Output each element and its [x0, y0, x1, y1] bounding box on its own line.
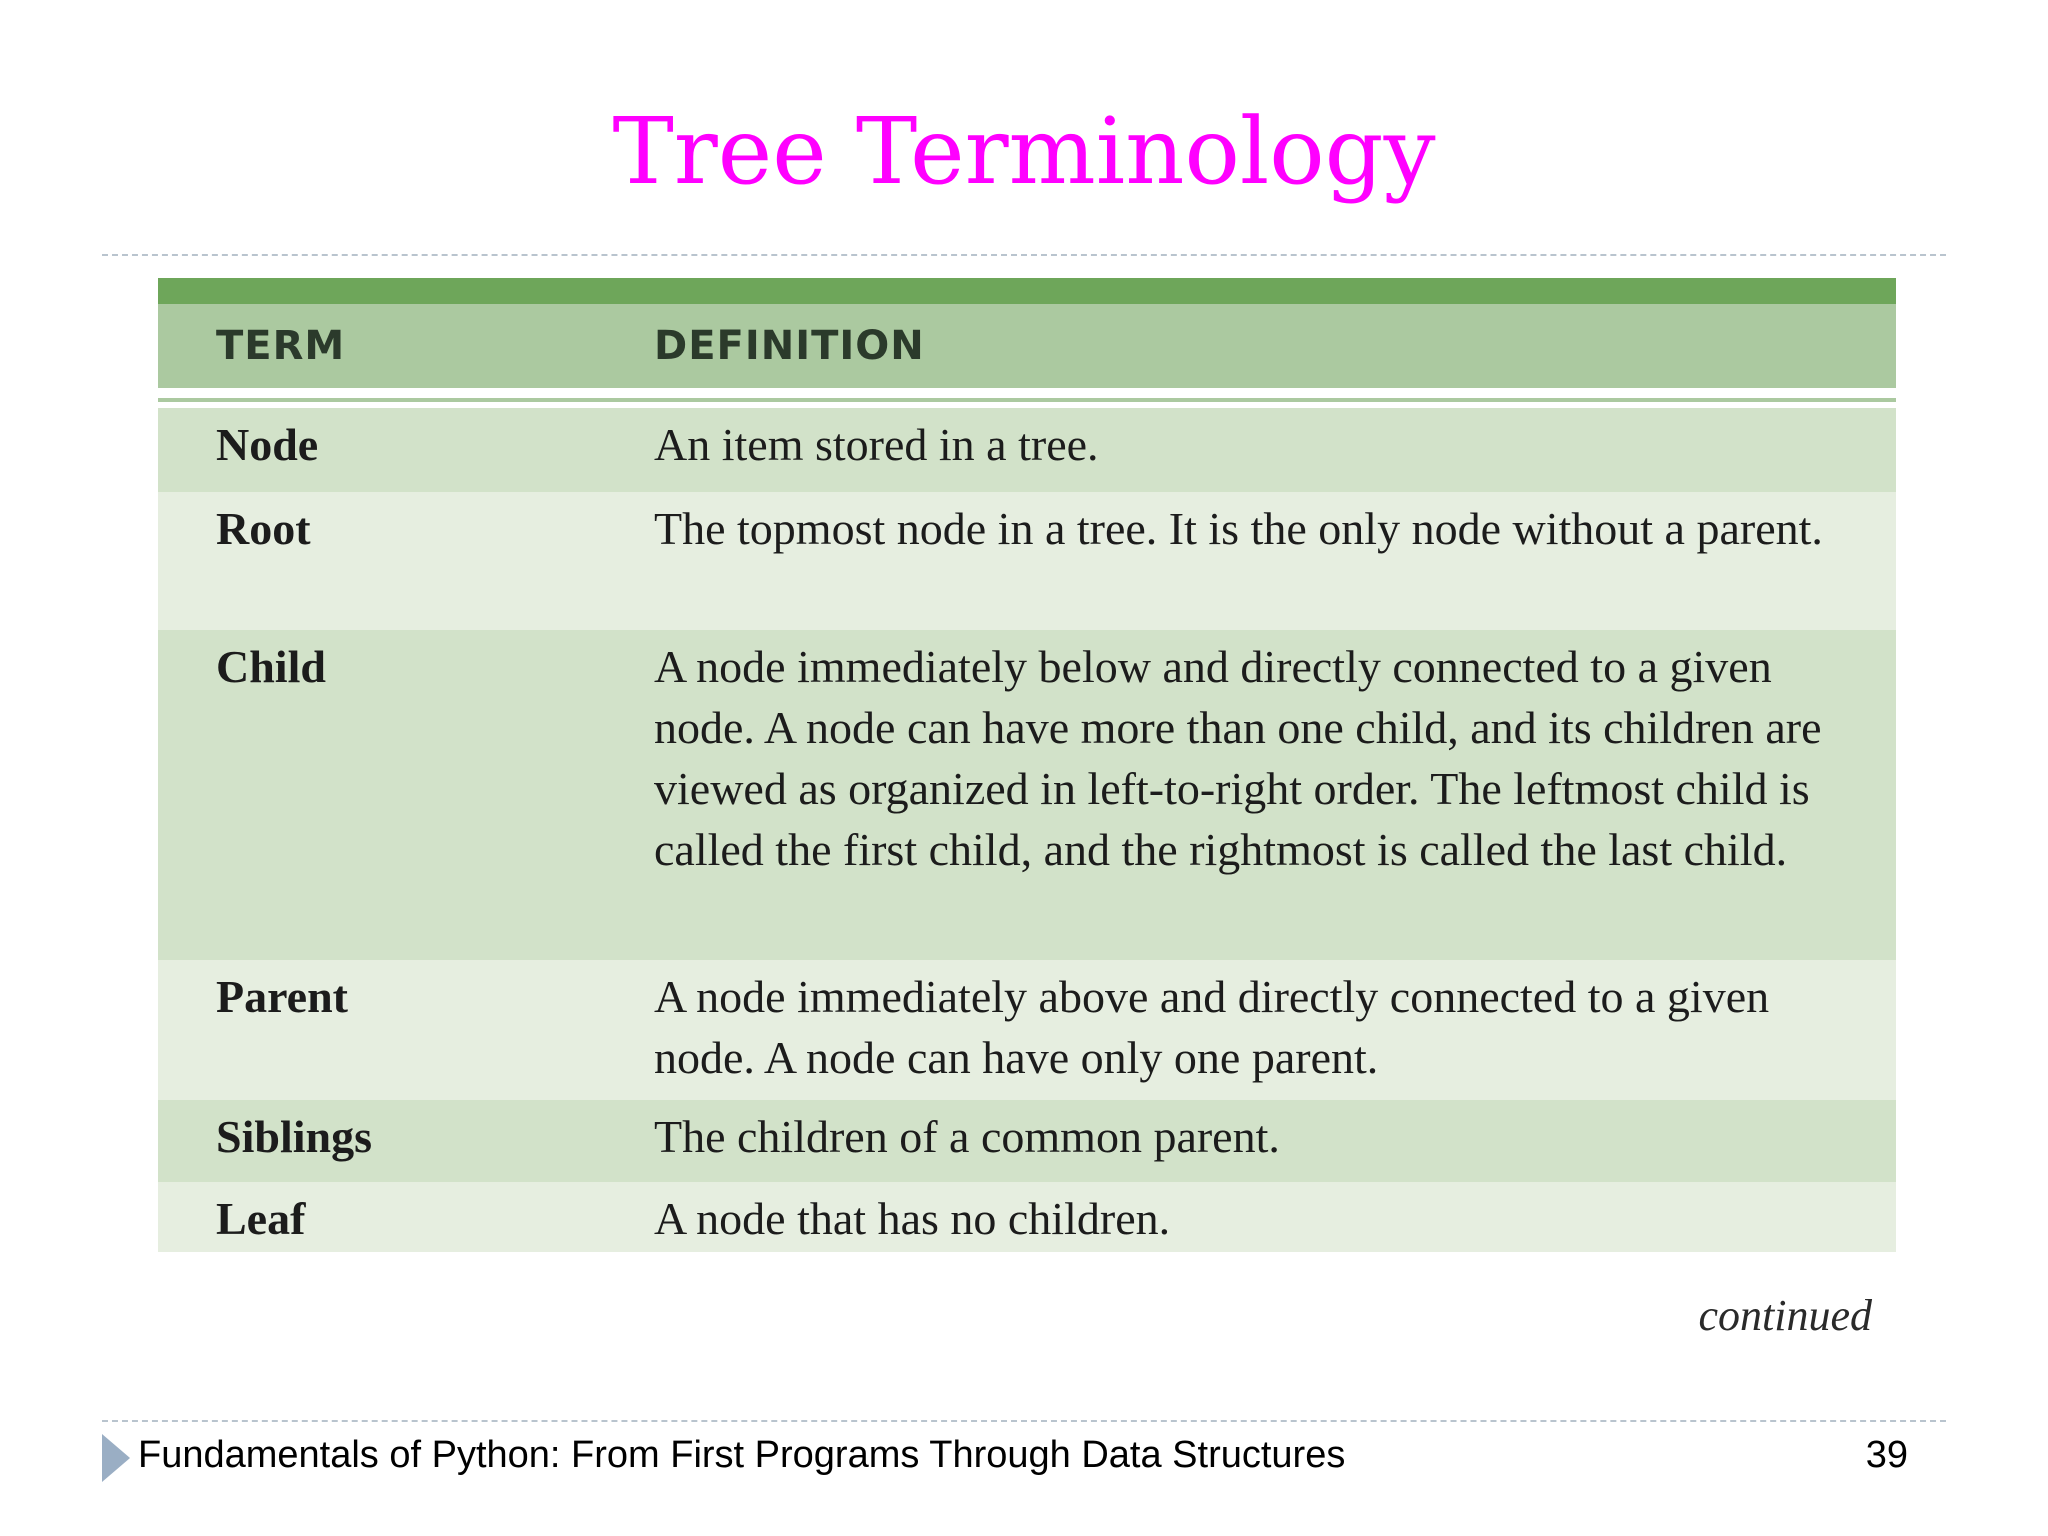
slide-title: Tree Terminology [612, 98, 1436, 205]
definition-cell: A node that has no children. [654, 1193, 1171, 1244]
term-cell: Node [216, 419, 319, 470]
table-header-row [158, 304, 1896, 388]
definition-cell: An item stored in a tree. [654, 419, 1099, 470]
definition-cell: The children of a common parent. [654, 1111, 1280, 1162]
header-term: TERM [216, 323, 346, 369]
continued-note: continued [1698, 1291, 1872, 1340]
table-row-root [158, 492, 1896, 630]
table-row-child [158, 630, 1896, 960]
bottom-divider [102, 1420, 1946, 1422]
page-number: 39 [1865, 1434, 1908, 1476]
term-cell: Leaf [216, 1193, 306, 1244]
term-cell: Child [216, 641, 326, 692]
term-cell: Root [216, 503, 311, 554]
triangle-bullet-icon [102, 1434, 130, 1482]
term-cell: Siblings [216, 1111, 372, 1162]
table-row-siblings [158, 1100, 1896, 1182]
header-separator [158, 388, 1896, 408]
table-row-leaf [158, 1182, 1896, 1252]
table-row-parent [158, 960, 1896, 1100]
definition-cell: A node immediately above and directly connected to a given node. A node can have only one parent. [654, 971, 1770, 1083]
footer-book-title: Fundamentals of Python: From First Programs Through Data Structures [138, 1434, 1346, 1476]
definition-cell: A node immediately below and directly connected to a given node. A node can have more than one child, and its children are viewed as organized in left-to-right order. The leftmost child is called the first child, and the rightmost is called the last child. [654, 641, 1822, 875]
terminology-table [158, 278, 1896, 1252]
top-divider [102, 254, 1946, 256]
term-cell: Parent [216, 971, 349, 1022]
table-row-node [158, 408, 1896, 492]
header-definition: DEFINITION [654, 323, 925, 369]
table-top-bar [158, 278, 1896, 304]
definition-cell: The topmost node in a tree. It is the only node without a parent. [654, 503, 1823, 554]
